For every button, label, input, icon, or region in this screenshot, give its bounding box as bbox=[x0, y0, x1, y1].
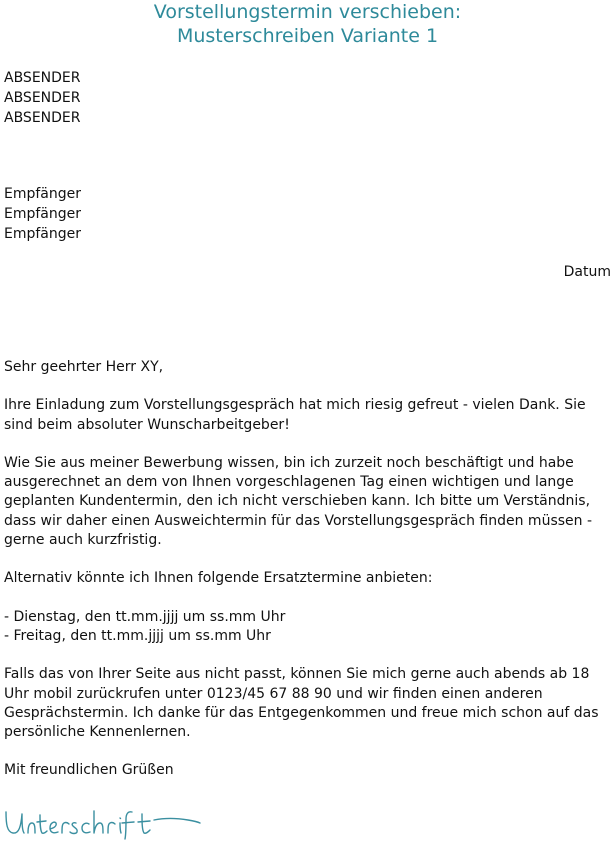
letter-body bbox=[4, 358, 610, 800]
alternative-date-2: - Freitag, den tt.mm.jjjj um ss.mm Uhr bbox=[4, 627, 271, 644]
paragraph-reschedule-reason: Wie Sie aus meiner Bewerbung wissen, bin ich zurzeit noch beschäftigt und habe ausgerechnet an dem von Ihnen vorgeschlagenen Tag einen wichtigen und lange geplanten Kundentermin, den ich nicht verschieben kann. Ich bitte um Verständnis, dass wir daher einen Ausweichtermin für das Vorstellungsgespräch finden müssen - gerne auch kurzfristig. bbox=[4, 454, 593, 549]
handwritten-signature bbox=[4, 806, 204, 840]
sender-line-2: ABSENDER bbox=[4, 90, 81, 106]
paragraph-callback: Falls das von Ihrer Seite aus nicht passt, können Sie mich gerne auch abends ab 18 Uhr mobil zurückrufen unter 0123/45 67 88 90 und wir finden einen anderen Gesprächstermin. Ich danke für das Entgegenkommen und freue mich schon auf das persönliche Kennenlernen. bbox=[4, 666, 599, 741]
paragraph-invitation-thanks: Ihre Einladung zum Vorstellungsgespräch hat mich riesig gefreut - vielen Dank. Sie sind beim absoluter Wunscharbeitgeber! bbox=[4, 397, 586, 433]
closing: Mit freundlichen Grüßen bbox=[4, 762, 174, 779]
recipient-line-3: Empfänger bbox=[4, 226, 82, 242]
sender-line-1: ABSENDER bbox=[4, 70, 81, 86]
alternative-date-1: - Dienstag, den tt.mm.jjjj um ss.mm Uhr bbox=[4, 608, 286, 625]
recipient-address bbox=[4, 184, 81, 244]
sender-line-3: ABSENDER bbox=[4, 110, 81, 126]
recipient-line-2: Empfänger bbox=[4, 206, 82, 222]
paragraph-alternatives-intro: Alternativ könnte ich Ihnen folgende Ersatztermine anbieten: bbox=[4, 570, 433, 587]
recipient-line-1: Empfänger bbox=[4, 186, 82, 202]
salutation: Sehr geehrter Herr XY, bbox=[4, 359, 164, 375]
title-line-2: Musterschreiben Variante 1 bbox=[176, 25, 439, 47]
document-title bbox=[0, 0, 615, 48]
title-line-1: Vorstellungstermin verschieben: bbox=[153, 1, 462, 23]
alternative-dates-list bbox=[4, 608, 610, 647]
letter-date: Datum bbox=[563, 264, 611, 280]
sender-address bbox=[4, 68, 81, 128]
signature-image bbox=[4, 806, 204, 840]
